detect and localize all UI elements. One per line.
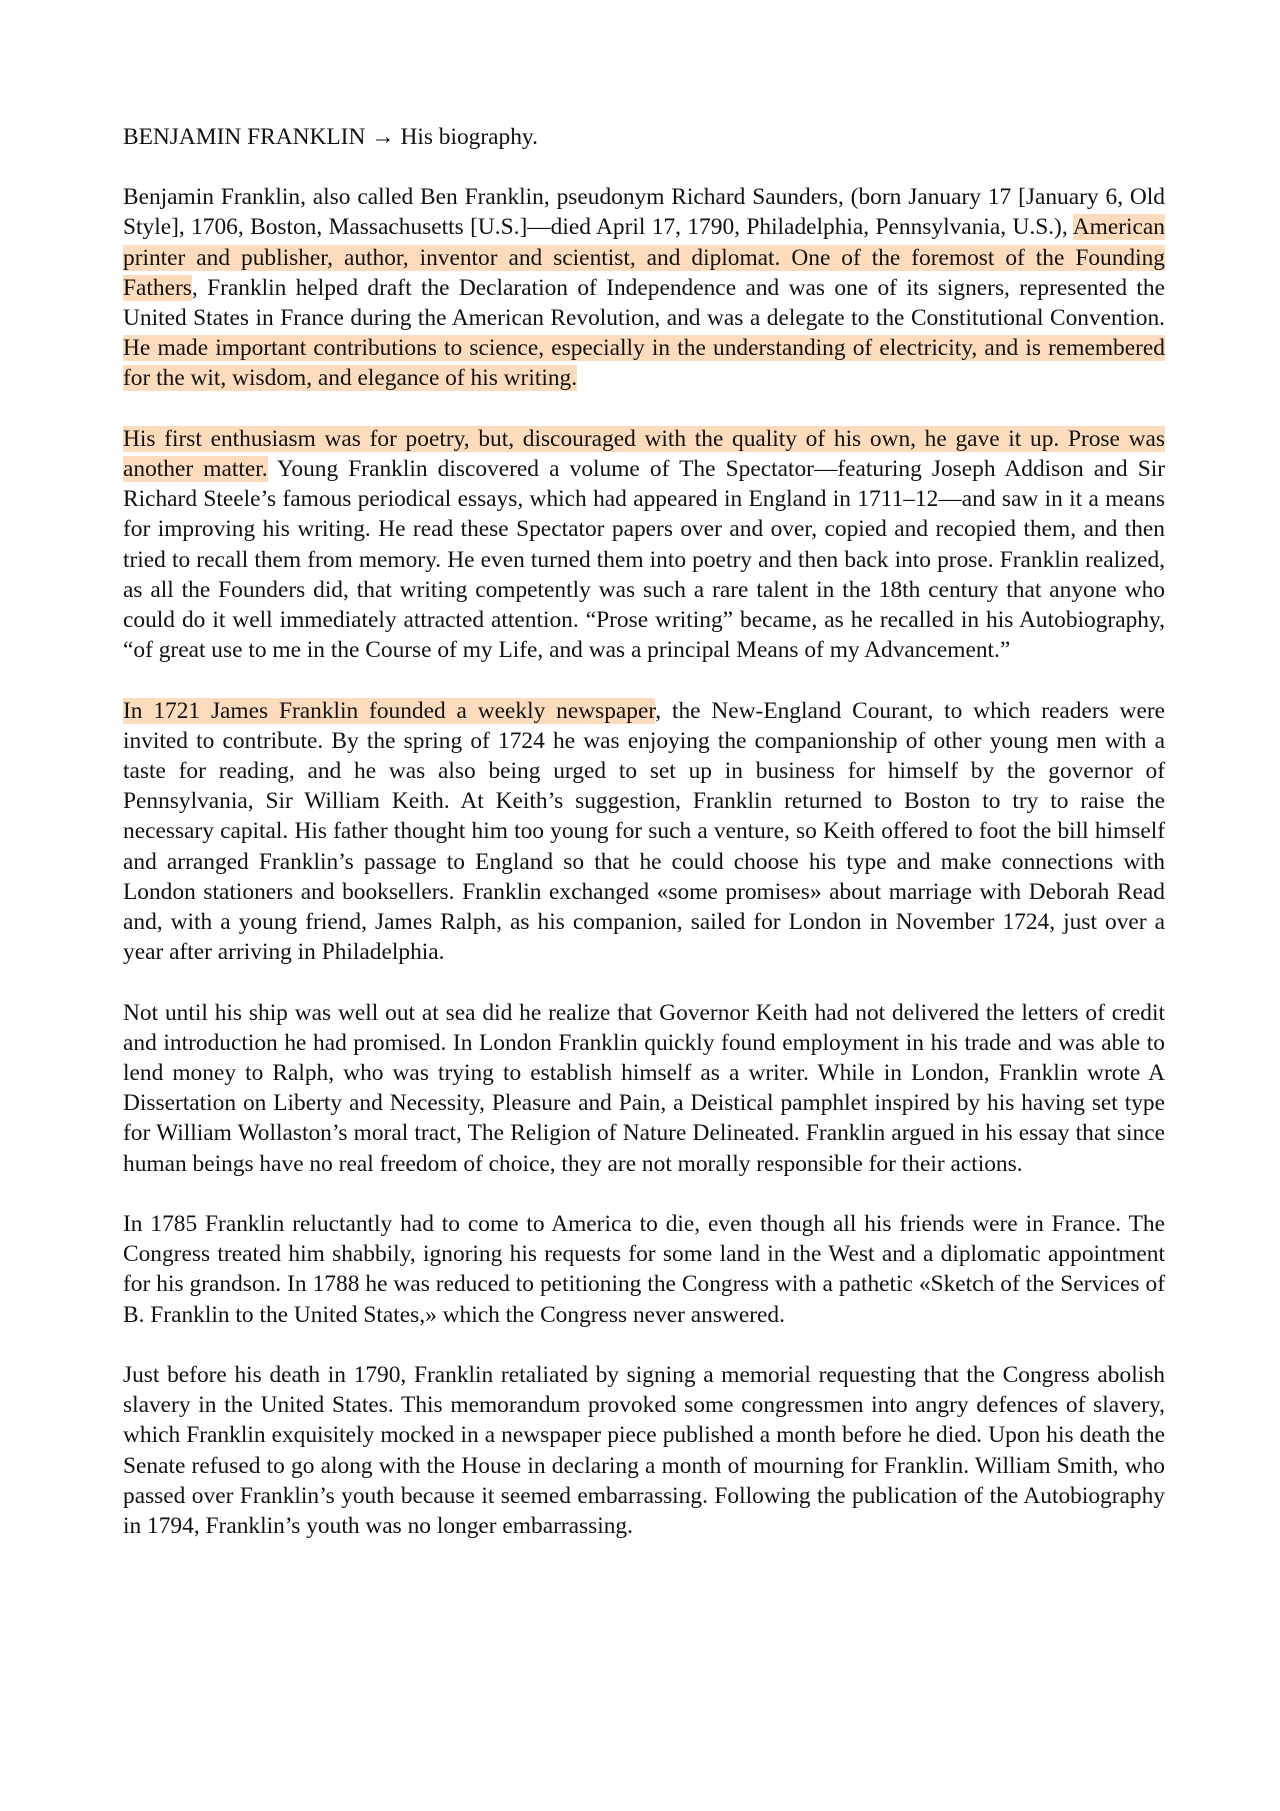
paragraph	[123, 182, 1165, 393]
highlighted-text: He made important contributions to science, especially in the understanding of electricity, and is remembered for the wit, wisdom, and elegance of his writing.	[123, 335, 1165, 392]
document-body	[123, 182, 1165, 1541]
paragraph	[123, 424, 1165, 666]
text-segment: , Franklin helped draft the Declaration of Independence and was one of its signers, represented the United States in France during the American Revolution, and was a delegate to the Constitutional Convention.	[123, 274, 1165, 332]
text-segment: Benjamin Franklin, also called Ben Franklin, pseudonym Richard Saunders, (born January 17 [January 6, Old Style], 1706, Boston, Massachusetts [U.S.]—died April 17, 1790, Philadelphia, Pennsylvania, U.S.),	[123, 184, 1165, 241]
highlighted-text: In 1721 James Franklin founded a weekly newspaper	[123, 697, 656, 724]
paragraph	[123, 696, 1165, 968]
text-segment: In 1785 Franklin reluctantly had to come to America to die, even though all his friends were in France. The Congress treated him shabbily, ignoring his requests for some land in the West and a diplomatic appointment for his grandson. In 1788 he was reduced to petitioning the Congress with a pathetic «Sketch of the Services of B. Franklin to the United States,» which the Congress never answered.	[123, 1211, 1165, 1328]
highlighted-text: American printer and publisher, author, inventor and scientist, and diplomat. One of the foremost of the Founding Fathers	[123, 214, 1165, 301]
document-page	[123, 122, 1165, 1571]
document-title: BENJAMIN FRANKLIN → His biography.	[123, 124, 538, 150]
text-segment: Young Franklin discovered a volume of The Spectator—featuring Joseph Addison and Sir Richard Steele’s famous periodical essays, which had appeared in England in 1711–12—and saw in it a means for improving his writing. He read these Spectator papers over and over, copied and recopied them, and then tried to recall them from memory. He even turned them into poetry and then back into prose. Franklin realized, as all the Founders did, that writing competently was such a rare talent in the 18th century that anyone who could do it well immediately attracted attention. “Prose writing” became, as he recalled in his Autobiography, “of great use to me in the Course of my Life, and was a principal Means of my Advancement.”	[123, 456, 1165, 664]
paragraph	[123, 1209, 1165, 1330]
paragraph	[123, 998, 1165, 1179]
text-segment: Just before his death in 1790, Franklin retaliated by signing a memorial requesting that the Congress abolish slavery in the United States. This memorandum provoked some congressmen into angry defences of slavery, which Franklin exquisitely mocked in a newspaper piece published a month before he died. Upon his death the Senate refused to go along with the House in declaring a month of mourning for Franklin. William Smith, who passed over Franklin’s youth because it seemed embarrassing. Following the publication of the Autobiography in 1794, Franklin’s youth was no longer embarrassing.	[123, 1362, 1165, 1540]
paragraph	[123, 1360, 1165, 1541]
text-segment: , the New-England Courant, to which readers were invited to contribute. By the spring of 1724 he was enjoying the companionship of other young men with a taste for reading, and he was also being urged to set up in business for himself by the governor of Pennsylvania, Sir William Keith. At Keith’s suggestion, Franklin returned to Boston to try to raise the necessary capital. His father thought him too young for such a venture, so Keith offered to foot the bill himself and arranged Franklin’s passage to England so that he could choose his type and make connections with London stationers and booksellers. Franklin exchanged «some promises» about marriage with Deborah Read and, with a young friend, James Ralph, as his companion, sailed for London in November 1724, just over a year after arriving in Philadelphia.	[123, 697, 1166, 966]
text-segment: Not until his ship was well out at sea did he realize that Governor Keith had not delivered the letters of credit and introduction he had promised. In London Franklin quickly found employment in his trade and was able to lend money to Ralph, who was trying to establish himself as a writer. While in London, Franklin wrote A Dissertation on Liberty and Necessity, Pleasure and Pain, a Deistical pamphlet inspired by his having set type for William Wollaston’s moral tract, The Religion of Nature Delineated. Franklin argued in his essay that since human beings have no real freedom of choice, they are not morally responsible for their actions.	[123, 999, 1165, 1177]
highlighted-text: His first enthusiasm was for poetry, but, discouraged with the quality of his own, he gave it up. Prose was another matter.	[123, 425, 1165, 483]
